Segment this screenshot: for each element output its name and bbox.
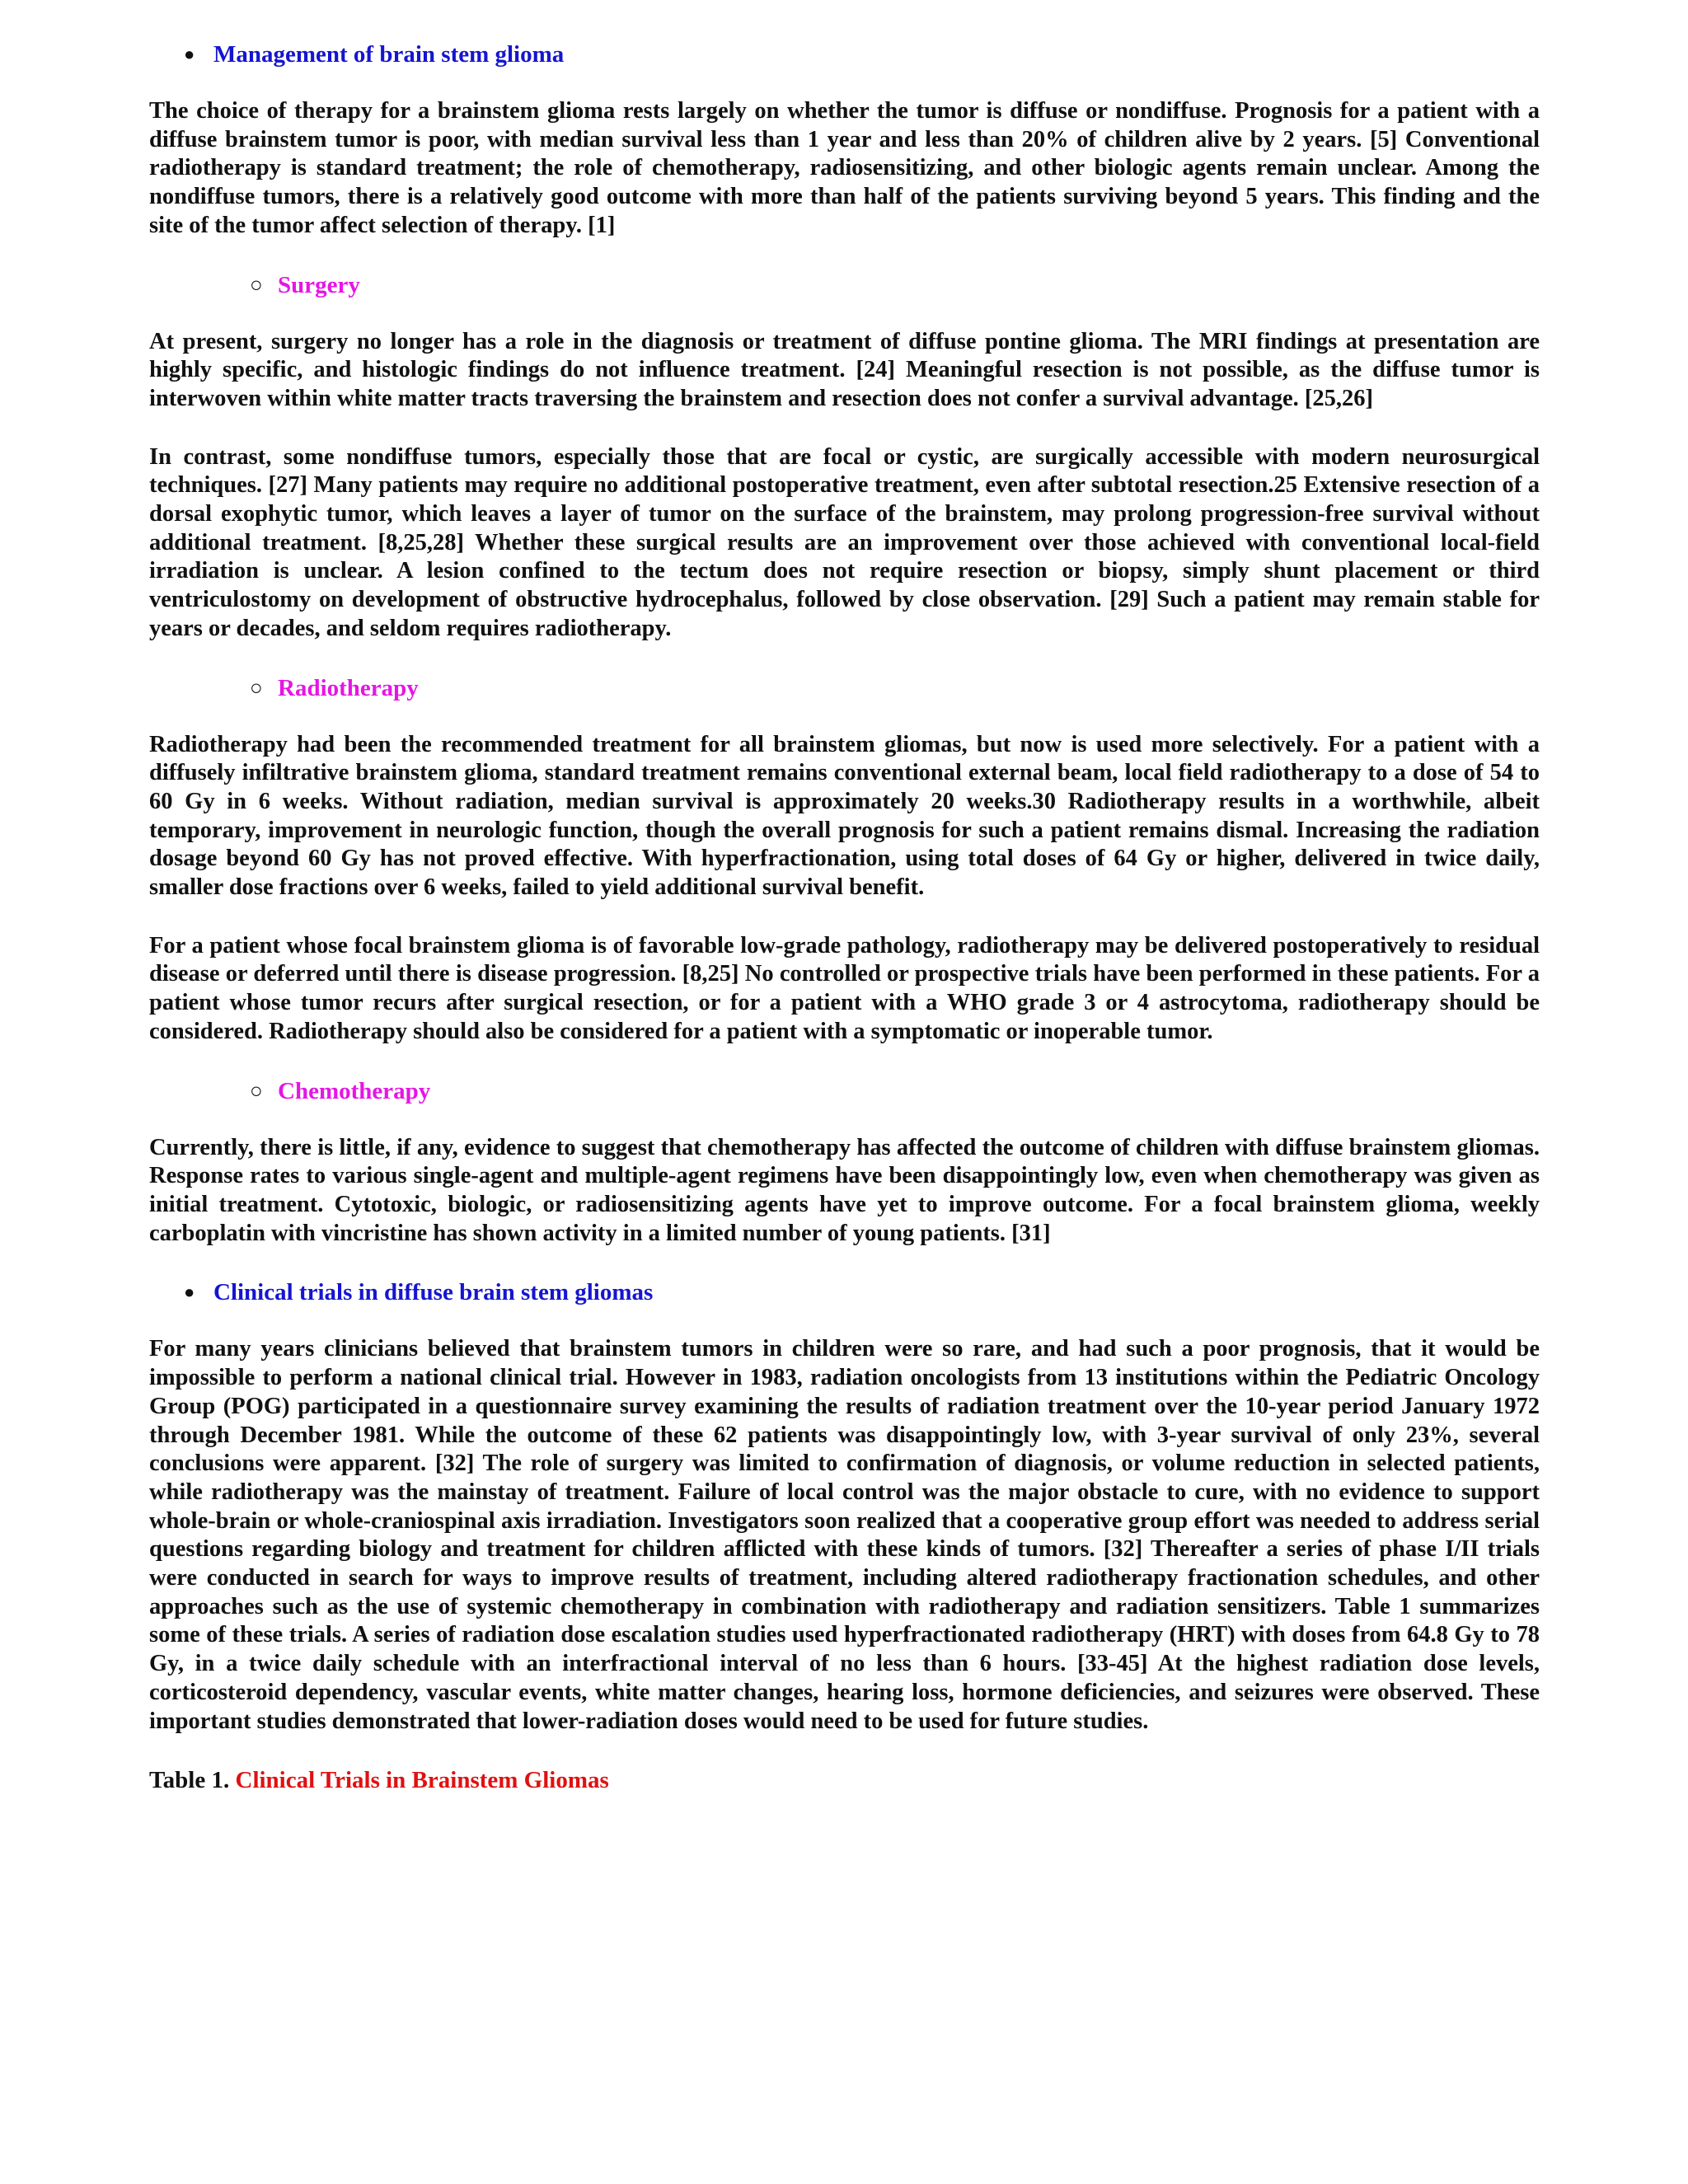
heading-surgery bbox=[149, 270, 1540, 300]
filled-bullet-icon: ● bbox=[184, 44, 195, 64]
heading-clinical-trials bbox=[149, 1277, 1540, 1307]
table-caption-title: Clinical Trials in Brainstem Gliomas bbox=[235, 1767, 609, 1794]
hollow-bullet-icon: ○ bbox=[250, 1078, 263, 1103]
table-caption bbox=[149, 1765, 1540, 1795]
heading-clinical-trials-label: Clinical trials in diffuse brain stem gliomas bbox=[213, 1279, 654, 1306]
heading-management bbox=[149, 40, 1540, 69]
paragraph-chemotherapy: Currently, there is little, if any, evidence to suggest that chemotherapy has affected the outcome of children with diffuse brainstem gliomas. Response rates to various single-agent and multiple-agent regimens have been disappointingly low, even when chemotherapy was given as initial treatment. Cytotoxic, biologic, or radiosensitizing agents have yet to improve outcome. For a focal brainstem glioma, weekly carboplatin with vincristine has shown activity in a limited number of young patients. [31] bbox=[149, 1134, 1540, 1246]
paragraph-management: The choice of therapy for a brainstem glioma rests largely on whether the tumor is diffuse or nondiffuse. Prognosis for a patient with a diffuse brainstem tumor is poor, with median survival less than 1 year and less than 20% of children alive by 2 years. [5] Conventional radiotherapy is standard treatment; the role of chemotherapy, radiosensitizing, and other biologic agents remain unclear. Among the nondiffuse tumors, there is a relatively good outcome with more than half of the patients surviving beyond 5 years. This finding and the site of the tumor affect selection of therapy. [1] bbox=[149, 98, 1540, 238]
heading-surgery-label: Surgery bbox=[278, 271, 360, 298]
paragraph-radiotherapy-1: Radiotherapy had been the recommended treatment for all brainstem gliomas, but now is used more selectively. For a patient with a diffusely infiltrative brainstem glioma, standard treatment remains conventional external beam, local field radiotherapy to a dose of 54 to 60 Gy in 6 weeks. Without radiation, median survival is approximately 20 weeks.30 Radiotherapy results in a worthwhile, albeit temporary, improvement in neurologic function, though the overall prognosis for such a patient remains dismal. Increasing the radiation dosage beyond 60 Gy has not proved effective. With hyperfractionation, using total doses of 64 Gy or higher, delivered in twice daily, smaller dose fractions over 6 weeks, failed to yield additional survival benefit. bbox=[149, 731, 1540, 901]
heading-radiotherapy bbox=[149, 673, 1540, 703]
table-caption-prefix: Table 1. bbox=[149, 1767, 230, 1794]
heading-management-label: Management of brain stem glioma bbox=[213, 41, 565, 68]
document-page bbox=[149, 40, 1540, 1795]
hollow-bullet-icon: ○ bbox=[250, 272, 263, 297]
heading-chemotherapy-label: Chemotherapy bbox=[278, 1077, 431, 1104]
paragraph-surgery-1: At present, surgery no longer has a role in the diagnosis or treatment of diffuse pontine glioma. The MRI findings at presentation are highly specific, and histologic findings do not influence treatment. [24] Meaningful resection is not possible, as the diffuse tumor is interwoven within white matter tracts traversing the brainstem and resection does not confer a survival advantage. [25,26] bbox=[149, 328, 1540, 411]
paragraph-surgery-2: In contrast, some nondiffuse tumors, especially those that are focal or cystic, are surgically accessible with modern neurosurgical techniques. [27] Many patients may require no additional postoperative treatment, even after subtotal resection.25 Extensive resection of a dorsal exophytic tumor, which leaves a layer of tumor on the surface of the brainstem, may prolong progression-free survival without additional treatment. [8,25,28] Whether these surgical results are an improvement over those achieved with conventional local-field irradiation is unclear. A lesion confined to the tectum does not require resection or biopsy, simply shunt placement or third ventriculostomy on development of obstructive hydrocephalus, followed by close observation. [29] Such a patient may remain stable for years or decades, and seldom requires radiotherapy. bbox=[149, 443, 1540, 641]
paragraph-radiotherapy-2: For a patient whose focal brainstem glioma is of favorable low-grade pathology, radiotherapy may be delivered postoperatively to residual disease or deferred until there is disease progression. [8,25] No controlled or prospective trials have been performed in these patients. For a patient whose tumor recurs after surgical resection, or for a patient with a WHO grade 3 or 4 astrocytoma, radiotherapy should be considered. Radiotherapy should also be considered for a patient with a symptomatic or inoperable tumor. bbox=[149, 932, 1540, 1044]
heading-radiotherapy-label: Radiotherapy bbox=[278, 674, 419, 701]
hollow-bullet-icon: ○ bbox=[250, 675, 263, 700]
paragraph-clinical-trials: For many years clinicians believed that brainstem tumors in children were so rare, and had such a poor prognosis, that it would be impossible to perform a national clinical trial. However in 1983, radiation oncologists from 13 institutions within the Pediatric Oncology Group (POG) participated in a questionnaire survey examining the results of radiation treatment over the 10-year period January 1972 through December 1981. While the outcome of these 62 patients was disappointingly low, with 3-year survival of only 23%, several conclusions were apparent. [32] The role of surgery was limited to confirmation of diagnosis, or volume reduction in selected patients, while radiotherapy was the mainstay of treatment. Failure of local control was the major obstacle to cure, with no evidence to support whole-brain or whole-craniospinal axis irradiation. Investigators soon realized that a cooperative group effort was needed to address serial questions regarding biology and treatment for children afflicted with these kinds of tumors. [32] Thereafter a series of phase I/II trials were conducted in search for ways to improve results of treatment, including altered radiotherapy fractionation schedules, and other approaches such as the use of systemic chemotherapy in combination with radiotherapy and radiation sensitizers. Table 1 summarizes some of these trials. A series of radiation dose escalation studies used hyperfractionated radiotherapy (HRT) with doses from 64.8 Gy to 78 Gy, in a twice daily schedule with an interfractional interval of no less than 6 hours. [33-45] At the highest radiation dose levels, corticosteroid dependency, vascular events, white matter changes, hearing loss, hormone deficiencies, and seizures were observed. These important studies demonstrated that lower-radiation doses would need to be used for future studies. bbox=[149, 1336, 1540, 1734]
heading-chemotherapy bbox=[149, 1076, 1540, 1106]
filled-bullet-icon: ● bbox=[184, 1282, 195, 1303]
